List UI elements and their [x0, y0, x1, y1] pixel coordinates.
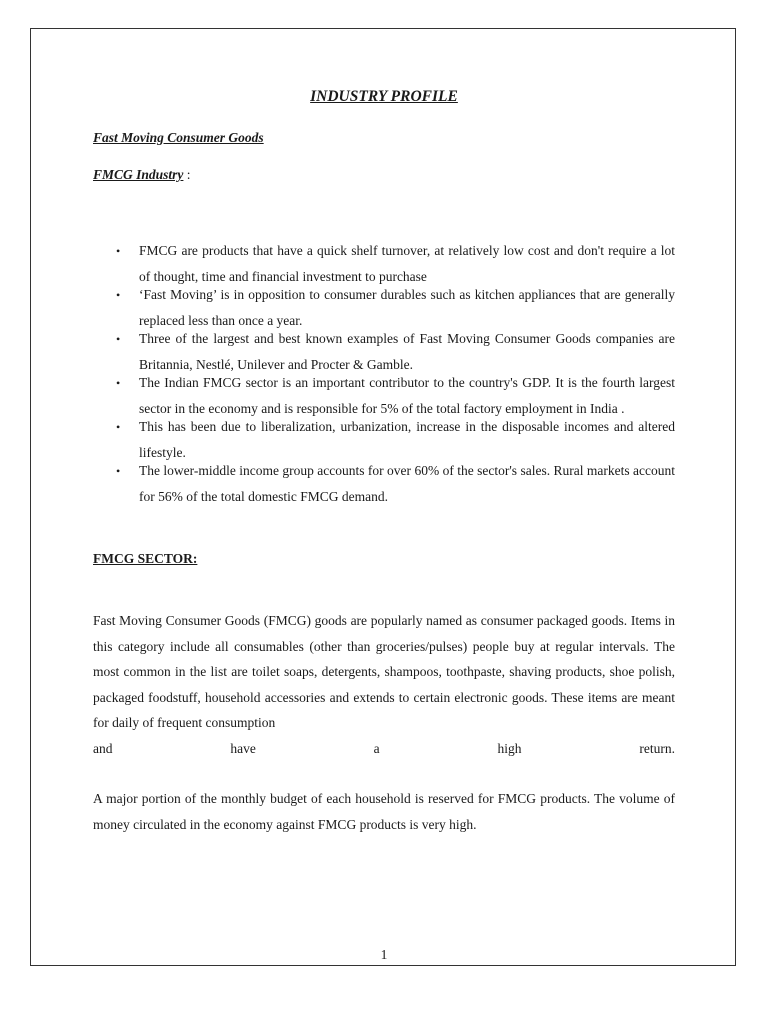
- bullet-list: [93, 238, 675, 502]
- section-heading-fmcg-industry: [93, 167, 191, 183]
- subtitle: [93, 130, 264, 146]
- paragraph-body: Fast Moving Consumer Goods (FMCG) goods are popularly named as consumer packaged goods. Items in this category include all consumables (other than groceries/pulses) people buy at regular intervals. The most common in the list are toilet soaps, detergents, shampoos, toothpaste, shaving products, shoe polish, packaged foodstuff, household accessories and extends to certain electronic goods. These items are meant for daily of frequent consumption: [93, 613, 675, 730]
- paragraph-word: high: [497, 740, 522, 756]
- section-heading-fmcg-sector: FMCG SECTOR:: [93, 551, 198, 566]
- list-item-text: This has been due to liberalization, urbanization, increase in the disposable incomes and altered lifestyle.: [139, 419, 675, 460]
- list-item-text: The Indian FMCG sector is an important contributor to the country's GDP. It is the fourth largest sector in the economy and is responsible for 5% of the total factory employment in India .: [139, 375, 675, 416]
- paragraph-word: and: [93, 740, 113, 756]
- list-item-text: FMCG are products that have a quick shelf turnover, at relatively low cost and don't require a lot of thought, time and financial investment to purchase: [139, 243, 675, 284]
- list-item-text: The lower-middle income group accounts for over 60% of the sector's sales. Rural markets account for 56% of the total domestic FMCG demand.: [139, 463, 675, 504]
- section-heading-colon: :: [183, 167, 191, 182]
- paragraph-household-budget: A major portion of the monthly budget of each household is reserved for FMCG products. The volume of money circulated in the economy against FMCG products is very high.: [93, 791, 675, 832]
- bullet-icon: •: [116, 288, 121, 302]
- bullet-icon: •: [116, 244, 121, 258]
- paragraph-fmcg-definition: [93, 608, 675, 761]
- list-item-text: ‘Fast Moving’ is in opposition to consumer durables such as kitchen appliances that are generally replaced less than once a year.: [139, 287, 675, 328]
- list-item-text: Three of the largest and best known examples of Fast Moving Consumer Goods companies are Britannia, Nestlé, Unilever and Procter & Gamble.: [139, 331, 675, 372]
- section-heading-text: FMCG Industry: [93, 167, 184, 182]
- paragraph-word: a: [373, 740, 380, 756]
- bullet-icon: •: [116, 464, 121, 478]
- page-number: 1: [380, 947, 388, 962]
- subtitle-text: Fast Moving Consumer Goods: [93, 130, 264, 145]
- bullet-icon: •: [116, 332, 121, 346]
- paragraph-word: have: [230, 740, 256, 756]
- bullet-icon: •: [116, 420, 121, 434]
- paragraph-word: return.: [639, 740, 675, 756]
- bullet-icon: •: [116, 376, 121, 390]
- list-item: [93, 458, 675, 510]
- paragraph-last-line: [93, 736, 675, 762]
- page-title: INDUSTRY PROFILE: [310, 88, 458, 105]
